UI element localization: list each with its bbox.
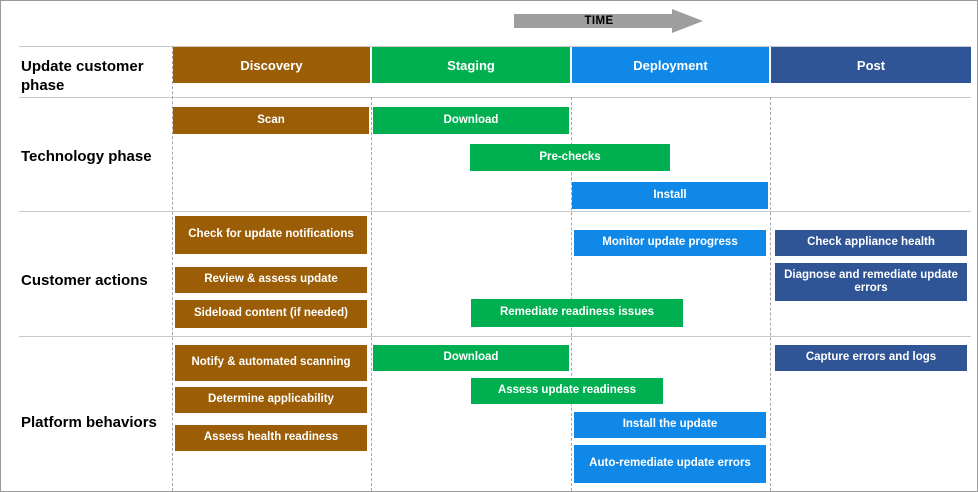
- grid-line-2: [19, 211, 971, 212]
- platform-bar-capture-errors-and-logs: Capture errors and logs: [775, 345, 967, 371]
- customer-bar-sideload-content: Sideload content (if needed): [175, 300, 367, 328]
- tech-bar-scan: Scan: [173, 107, 369, 134]
- customer-bar-check-appliance-health: Check appliance health: [775, 230, 967, 256]
- time-arrow: [514, 9, 704, 33]
- row-label-platform-behaviors: Platform behaviors: [21, 414, 157, 431]
- tech-bar-download: Download: [373, 107, 569, 134]
- customer-bar-diagnose-remediate-update-errors: Diagnose and remediate update errors: [775, 263, 967, 301]
- phase-header-post: Post: [771, 47, 971, 83]
- grid-line-3: [19, 336, 971, 337]
- phase-header-discovery: Discovery: [173, 47, 370, 83]
- platform-bar-auto-remediate-update-errors: Auto-remediate update errors: [574, 445, 766, 483]
- time-arrow-label: TIME: [584, 15, 614, 27]
- row-label-update-customer-phase: Update customer phase: [21, 58, 144, 94]
- platform-bar-notify-automated-scanning: Notify & automated scanning: [175, 345, 367, 381]
- tech-bar-pre-checks: Pre-checks: [470, 144, 670, 171]
- customer-bar-remediate-readiness-issues: Remediate readiness issues: [471, 299, 683, 327]
- grid-divider-deployment-post: [770, 97, 771, 491]
- row-label-customer-actions: Customer actions: [21, 272, 148, 289]
- platform-bar-assess-health-readiness: Assess health readiness: [175, 425, 367, 451]
- customer-bar-check-for-update-notifications: Check for update notifications: [175, 216, 367, 254]
- platform-bar-download: Download: [373, 345, 569, 371]
- platform-bar-assess-update-readiness: Assess update readiness: [471, 378, 663, 404]
- grid-divider-discovery-staging: [371, 97, 372, 491]
- platform-bar-install-the-update: Install the update: [574, 412, 766, 438]
- customer-bar-monitor-update-progress: Monitor update progress: [574, 230, 766, 256]
- grid-line-1: [19, 97, 971, 98]
- phase-header-deployment: Deployment: [572, 47, 769, 83]
- phase-header-staging: Staging: [372, 47, 570, 83]
- row-label-technology-phase: Technology phase: [21, 148, 152, 165]
- customer-bar-review-assess-update: Review & assess update: [175, 267, 367, 293]
- tech-bar-install: Install: [572, 182, 768, 209]
- platform-bar-determine-applicability: Determine applicability: [175, 387, 367, 413]
